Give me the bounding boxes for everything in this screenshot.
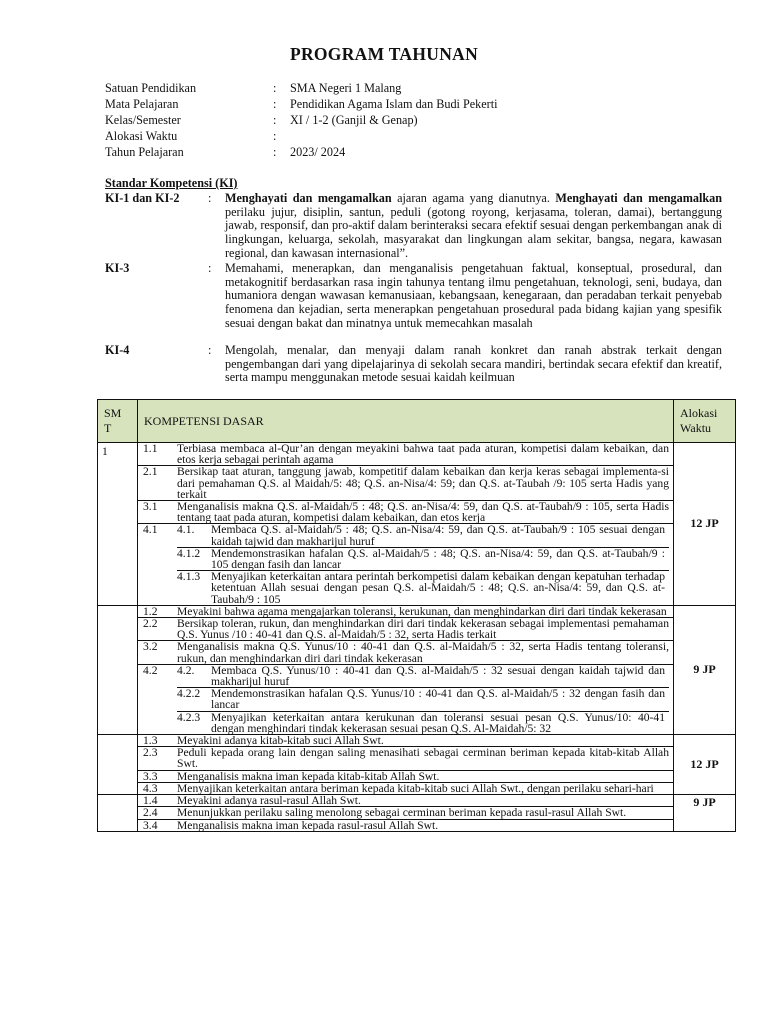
competency-number: 1.3 bbox=[143, 734, 158, 748]
ki-label: KI-4 bbox=[105, 343, 130, 357]
list-item bbox=[138, 618, 673, 641]
competency-number: 4.1 bbox=[138, 524, 177, 605]
ki-heading: Standar Kompetensi (KI) bbox=[105, 176, 238, 190]
list-item bbox=[138, 795, 673, 807]
meta-colon: : bbox=[273, 129, 277, 143]
ki-text-part: ajaran agama yang dianutnya. bbox=[391, 191, 556, 205]
competency-number: 1.4 bbox=[143, 794, 158, 808]
list-item bbox=[138, 524, 673, 605]
competency-cell bbox=[138, 443, 674, 606]
competency-cell bbox=[138, 605, 674, 734]
competency-text: Peduli kepada orang lain dengan saling menasihati sebagai cerminan beriman kepada kitab-kitab Allah Swt. bbox=[177, 747, 673, 770]
list-item bbox=[138, 782, 673, 794]
competency-number: 2.4 bbox=[138, 807, 177, 819]
table-header-row bbox=[98, 400, 736, 443]
competency-number: 4.2 bbox=[138, 664, 177, 734]
meta-value: 2023/ 2024 bbox=[290, 145, 346, 159]
sub-competency-number: 4.2.2 bbox=[177, 688, 211, 711]
sub-competency-text: Membaca Q.S. Yunus/10 : 40-41 dan Q.S. al-Maidah/5 : 32 sesuai dengan kaidah tajwid dan makharijul huruf bbox=[211, 663, 665, 689]
list-item bbox=[138, 735, 673, 747]
competency-text: Bersikap toleran, rukun, dan menghindarkan diri dari tindak kekerasan sebagai implementasi pemahaman Q.S. Yunus /10 : 40-41 dan Q.S. al-Maidah/5 : 32, serta Hadis terkait bbox=[177, 618, 673, 641]
ki-text: Mengolah, menalar, dan menyaji dalam ranah konkret dan ranah abstrak terkait dengan pengembangan dari yang dipelajarinya di sekolah secara mandiri, bertindak secara efektif dan kreatif, serta mampu menggunakan metode sesuai kaidah keilmuan bbox=[225, 343, 722, 385]
competency-number: 3.4 bbox=[138, 819, 177, 831]
competency-number: 1.2 bbox=[143, 604, 158, 618]
meta-value: XI / 1-2 (Ganjil & Genap) bbox=[290, 113, 418, 127]
table-row bbox=[98, 795, 736, 832]
list-item bbox=[138, 747, 673, 770]
competency-number: 3.2 bbox=[138, 641, 177, 664]
ki-text-part: perilaku jujur, disiplin, santun, peduli (gotong royong, kerjasama, toleran, damai), bertanggung jawab, responsif, dan pro-aktif dalam berinteraksi secara efektif sesuai dengan perkembangan anak di lingkungan, keluarga, sekolah, masyarakat dan lingkungan alam sekitar, bangsa, negara, kawasan regional, dan kawasan internasional”. bbox=[225, 204, 722, 260]
sub-competency-text: Mendemonstrasikan hafalan Q.S. al-Maidah/5 : 48; Q.S. an-Nisa/4: 59, dan Q.S. at-Taubah/9 : 105 dengan fasih dan lancar bbox=[211, 547, 669, 570]
meta-colon: : bbox=[273, 81, 277, 95]
semester-cell bbox=[98, 605, 138, 734]
competency-text: Menyajikan keterkaitan antara beriman kepada kitab-kitab suci Allah Swt., dengan perilaku sehari-hari bbox=[177, 782, 673, 794]
ki-bold-phrase: Menghayati dan mengamalkan bbox=[225, 191, 392, 205]
page-title: PROGRAM TAHUNAN bbox=[289, 44, 479, 64]
competency-list bbox=[138, 735, 673, 794]
ki-colon: : bbox=[208, 261, 212, 275]
ki-text: Memahami, menerapkan, dan menganalisis pengetahuan faktual, konseptual, prosedural, dan metakognitif berdasarkan rasa ingin tahunya tentang ilmu pengetahuan, teknologi, seni, budaya, dan humaniora dengan wawasan kemanusiaan, kebangsaan, kenegaraan, dan peradaban terkait penyebab fenomena dan kejadian, serta menerapkan pengetahuan prosedural pada bidang kajian yang spesifik sesuai dengan bakat dan minatnya untuk memecahkan masalah bbox=[225, 261, 722, 330]
time-allocation-cell: 9 JP bbox=[674, 795, 736, 832]
competency-text: Menganalisis makna Q.S. Yunus/10 : 40-41 dan Q.S. al-Maidah/5 : 32, serta Hadis tentang toleransi, rukun, dan menghindarkan diri dari tindak kekerasan bbox=[177, 641, 673, 664]
competency-text: Terbiasa membaca al-Qur’an dengan meyakini bahwa taat pada aturan, kompetisi dalam kebaikan, dan etos kerja sebagai perintah agama bbox=[177, 442, 669, 467]
semester-cell bbox=[98, 795, 138, 832]
list-item bbox=[138, 443, 673, 466]
header-competency: KOMPETENSI DASAR bbox=[138, 400, 674, 443]
sub-competency-number: 4.2. bbox=[177, 663, 195, 677]
ki-bold-phrase: Menghayati dan mengamalkan bbox=[555, 191, 723, 205]
sub-competency-text: Menyajikan keterkaitan antara perintah berkompetisi dalam kebaikan dengan kepatuhan terhadap ketentuan Allah sesuai dengan pesan Q.S. al-Maidah/5 : 48; Q.S. an-Nisa/4: 59, dan Q.S. at-Taubah/9 : 105 bbox=[211, 571, 669, 605]
time-allocation-cell: 12 JP bbox=[674, 443, 736, 606]
table-row bbox=[98, 735, 736, 795]
competency-cell bbox=[138, 735, 674, 795]
ki-label: KI-3 bbox=[105, 261, 130, 275]
sub-list-item bbox=[177, 547, 669, 570]
meta-label: Alokasi Waktu bbox=[105, 129, 178, 143]
sub-list-item bbox=[177, 665, 669, 688]
sub-competency-text: Mendemonstrasikan hafalan Q.S. Yunus/10 : 40-41 dan Q.S. al-Maidah/5 : 32 dengan fasih dan lancar bbox=[211, 688, 669, 711]
competency-number: 4.3 bbox=[138, 782, 177, 794]
ki-row-1-2 bbox=[105, 192, 722, 260]
competency-list bbox=[138, 795, 673, 831]
competency-text: Menunjukkan perilaku saling menolong sebagai cerminan beriman kepada rasul-rasul Allah Swt. bbox=[177, 807, 673, 819]
competency-text: Menganalisis makna iman kepada kitab-kitab Allah Swt. bbox=[177, 770, 673, 782]
meta-label: Kelas/Semester bbox=[105, 113, 181, 127]
table-row bbox=[98, 605, 736, 734]
sub-competency-number: 4.1.3 bbox=[177, 571, 211, 605]
sub-competency-number: 4.1.2 bbox=[177, 547, 211, 570]
ki-row-4 bbox=[105, 344, 722, 386]
sub-competency-number: 4.1. bbox=[177, 523, 195, 537]
competency-text bbox=[177, 524, 673, 605]
meta-label: Tahun Pelajaran bbox=[105, 145, 184, 159]
sub-list-item bbox=[177, 688, 669, 711]
list-item bbox=[138, 466, 673, 501]
competency-number: 3.3 bbox=[138, 770, 177, 782]
competency-cell bbox=[138, 795, 674, 832]
ki-colon: : bbox=[208, 191, 212, 205]
sub-list-item bbox=[177, 571, 669, 605]
header-semester: SM T bbox=[98, 400, 138, 443]
competency-number: 3.1 bbox=[138, 501, 177, 524]
sub-competency-text: Menyajikan keterkaitan antara kerukunan dan toleransi sesuai pesan Q.S. Yunus/10: 40-41 dengan menghindari tindak kekerasan sesuai pesan Q.S. Al-Maidah/5: 32 bbox=[211, 711, 669, 734]
competency-number: 1.1 bbox=[143, 442, 158, 455]
list-item bbox=[138, 501, 673, 524]
sub-competency-text: Membaca Q.S. al-Maidah/5 : 48; Q.S. an-Nisa/4: 59, dan Q.S. at-Taubah/9 : 105 sesuai dengan kaidah tajwid dan makharijul huruf bbox=[211, 523, 665, 548]
list-item bbox=[138, 819, 673, 831]
competency-number: 2.2 bbox=[138, 618, 177, 641]
semester-cell bbox=[98, 735, 138, 795]
header-time-allocation: Alokasi Waktu bbox=[674, 400, 736, 443]
table-body bbox=[98, 443, 736, 832]
list-item bbox=[138, 770, 673, 782]
sub-competency-number: 4.2.3 bbox=[177, 711, 211, 734]
competency-text: Meyakini bahwa agama mengajarkan toleransi, kerukunan, dan menghindarkan diri dari tindak kekerasan bbox=[177, 604, 667, 618]
time-allocation-cell: 9 JP bbox=[674, 605, 736, 734]
competency-text: Menganalisis makna iman kepada rasul-rasul Allah Swt. bbox=[177, 819, 673, 831]
meta-colon: : bbox=[273, 113, 277, 127]
ki-label: KI-1 dan KI-2 bbox=[105, 191, 180, 205]
competency-list bbox=[138, 606, 673, 734]
competency-text: Menganalisis makna Q.S. al-Maidah/5 : 48; Q.S. an-Nisa/4: 59, dan Q.S. at-Taubah/9 : 105, serta Hadis tentang taat pada aturan, kompetisi dalam kebaikan, dan etos kerja bbox=[177, 501, 673, 524]
list-item bbox=[138, 807, 673, 819]
competency-text: Meyakini adanya kitab-kitab suci Allah Swt. bbox=[177, 734, 384, 748]
sub-list-item bbox=[177, 524, 669, 547]
sub-list-item bbox=[177, 711, 669, 734]
ki-text bbox=[225, 192, 722, 261]
time-allocation-cell: 12 JP bbox=[674, 735, 736, 795]
meta-colon: : bbox=[273, 97, 277, 111]
competency-number: 2.3 bbox=[138, 747, 177, 770]
meta-label: Satuan Pendidikan bbox=[105, 81, 197, 95]
meta-label: Mata Pelajaran bbox=[105, 97, 179, 111]
meta-value: SMA Negeri 1 Malang bbox=[290, 81, 402, 95]
competency-number: 2.1 bbox=[138, 466, 177, 501]
competency-text: Bersikap taat aturan, tanggung jawab, kompetitif dalam kebaikan dan kerja keras sebagai implementa-si dari pemahaman Q.S. al Maidah/5: 48; Q.S. an-Nisa/4: 59; dan Q.S. at-Taubah /9: 105 serta Hadis yang terkait bbox=[177, 466, 673, 501]
semester-cell: 1 bbox=[98, 443, 138, 606]
list-item bbox=[138, 641, 673, 664]
competency-list bbox=[138, 443, 673, 605]
meta-value: Pendidikan Agama Islam dan Budi Pekerti bbox=[290, 97, 498, 111]
sub-competency-list bbox=[177, 665, 669, 734]
list-item bbox=[138, 606, 673, 618]
meta-colon: : bbox=[273, 145, 277, 159]
competency-text: Meyakini adanya rasul-rasul Allah Swt. bbox=[177, 794, 361, 808]
competency-table bbox=[97, 399, 736, 832]
ki-colon: : bbox=[208, 343, 212, 357]
ki-row-3 bbox=[105, 262, 722, 344]
table-row bbox=[98, 443, 736, 606]
sub-competency-list bbox=[177, 524, 669, 604]
competency-text bbox=[177, 664, 673, 734]
list-item bbox=[138, 664, 673, 734]
